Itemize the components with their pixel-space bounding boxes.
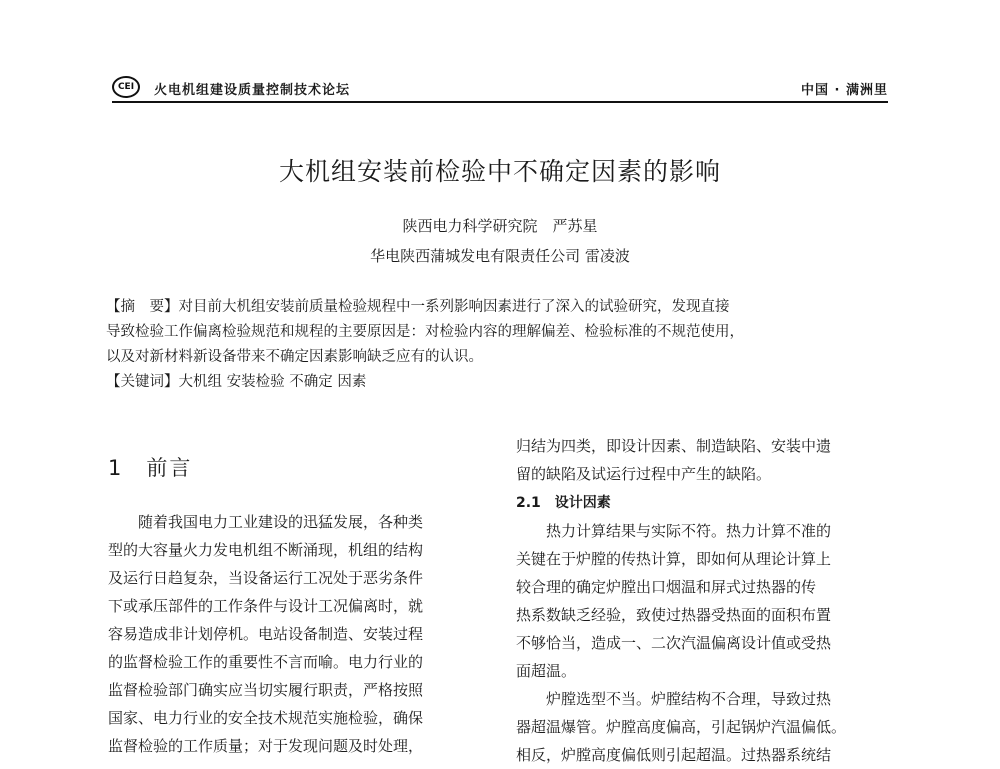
- body-line: 随着我国电力工业建设的迅猛发展，各种类: [108, 513, 424, 531]
- forum-name: 火电机组建设质量控制技术论坛: [154, 83, 351, 98]
- body-line: 归结为四类，即设计因素、制造缺陷、安装中遗: [516, 437, 832, 455]
- forum-logo-icon: CEI: [112, 76, 140, 98]
- abstract-line: 【摘 要】对目前大机组安装前质量检验规程中一系列影响因素进行了深入的试验研究，发现直接: [106, 299, 730, 315]
- section-1-heading: 1 前言: [108, 456, 193, 480]
- author-line-2: 华电陕西蒲城发电有限责任公司 雷凌波: [370, 247, 630, 265]
- body-line: 器超温爆管。炉膛高度偏高，引起锅炉汽温偏低。: [516, 718, 847, 736]
- body-line: 相反，炉膛高度偏低则引起超温。过热器系统结: [516, 746, 832, 764]
- body-line: 容易造成非计划停机。电站设备制造、安装过程: [108, 625, 424, 643]
- author-line-1: 陕西电力科学研究院 严苏星: [402, 217, 598, 235]
- body-line: 炉膛选型不当。炉膛结构不合理，导致过热: [516, 690, 832, 708]
- section-2-1-heading: 2.1 设计因素: [516, 495, 611, 511]
- body-line: 型的大容量火力发电机组不断涌现，机组的结构: [108, 541, 424, 559]
- body-line: 留的缺陷及试运行过程中产生的缺陷。: [516, 465, 772, 483]
- conference-location: 中国 · 满洲里: [801, 83, 888, 98]
- body-line: 的监督检验工作的重要性不言而喻。电力行业的: [108, 653, 424, 671]
- body-line: 面超温。: [516, 662, 577, 680]
- header-rule: [112, 101, 888, 103]
- abstract-line: 导致检验工作偏离检验规范和规程的主要原因是：对检验内容的理解偏差、检验标准的不规范使用，: [106, 324, 744, 340]
- body-line: 较合理的确定炉膛出口烟温和屏式过热器的传: [516, 578, 817, 596]
- running-header: [112, 76, 888, 102]
- abstract-line: 以及对新材料新设备带来不确定因素影响缺乏应有的认识。: [106, 349, 483, 365]
- body-line: 监督检验的工作质量；对于发现问题及时处理，: [108, 737, 424, 755]
- paper-title: 大机组安装前检验中不确定因素的影响: [278, 157, 721, 186]
- body-line: 监督检验部门确实应当切实履行职责，严格按照: [108, 681, 424, 699]
- body-line: 及运行日趋复杂，当设备运行工况处于恶劣条件: [108, 569, 424, 587]
- body-line: 关键在于炉膛的传热计算，即如何从理论计算上: [516, 550, 832, 568]
- body-line: 热力计算结果与实际不符。热力计算不准的: [516, 522, 832, 540]
- body-line: 国家、电力行业的安全技术规范实施检验，确保: [108, 709, 424, 727]
- keywords-line: 【关键词】大机组 安装检验 不确定 因素: [106, 374, 367, 390]
- body-line: 热系数缺乏经验，致使过热器受热面的面积布置: [516, 606, 832, 624]
- body-line: 下或承压部件的工作条件与设计工况偏离时，就: [108, 597, 424, 615]
- body-line: 不够恰当，造成一、二次汽温偏离设计值或受热: [516, 634, 832, 652]
